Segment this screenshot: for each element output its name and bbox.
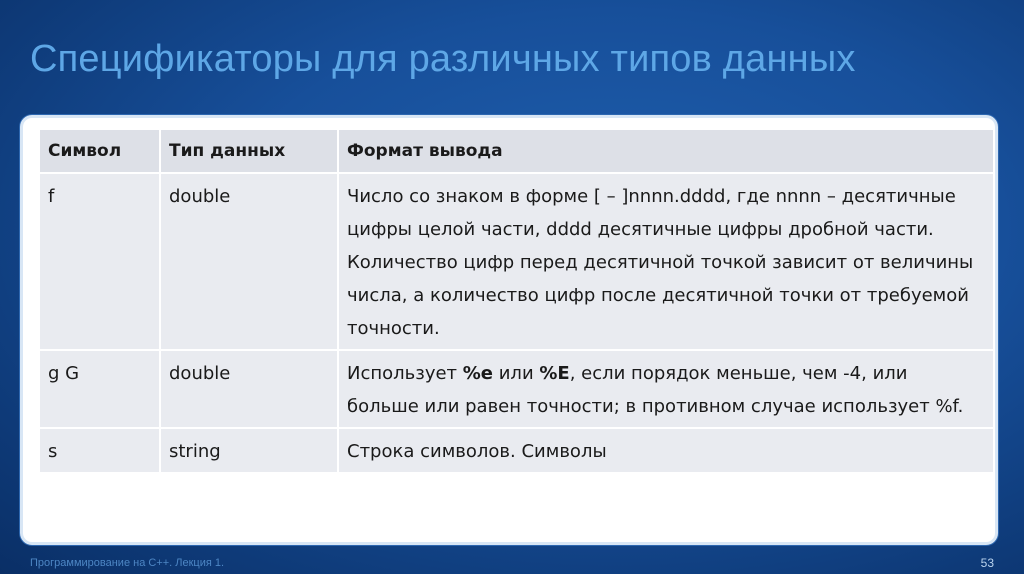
table-panel: [20, 115, 998, 545]
slide-footer: Программирование на С++. Лекция 1.: [30, 557, 225, 569]
cell-data-type: double: [160, 350, 338, 428]
cell-symbol: g G: [40, 350, 160, 428]
cell-output-format: Строка символов. Символы: [338, 428, 994, 473]
header-output-format: Формат вывода: [338, 130, 994, 173]
slide-title: Спецификаторы для различных типов данных: [30, 38, 856, 80]
header-symbol: Символ: [40, 130, 160, 173]
cell-symbol: f: [40, 173, 160, 350]
format-text: или: [493, 363, 540, 384]
format-text: Использует: [347, 363, 463, 384]
cell-data-type: double: [160, 173, 338, 350]
cell-output-format: Число со знаком в форме [ – ]nnnn.dddd, где nnnn – десятичные цифры целой части, dddd десятичные цифры дробной части. Количество цифр перед десятичной точкой зависит от величины числа, а количество цифр после десятичной точки от требуемой точности.: [338, 173, 994, 350]
cell-output-format: [338, 350, 994, 428]
table-row: [40, 173, 994, 350]
page-number: 53: [980, 556, 994, 570]
format-code-E: %E: [539, 363, 570, 384]
format-text: , если порядок меньше, чем -4, или больше или равен точности; в противном случае использует %f.: [347, 363, 964, 417]
table-row: [40, 350, 994, 428]
specifiers-table: [40, 130, 995, 474]
table-row: [40, 428, 994, 473]
table-header-row: [40, 130, 994, 173]
format-code-e: %e: [462, 363, 494, 384]
cell-symbol: s: [40, 428, 160, 473]
header-data-type: Тип данных: [160, 130, 338, 173]
cell-data-type: string: [160, 428, 338, 473]
